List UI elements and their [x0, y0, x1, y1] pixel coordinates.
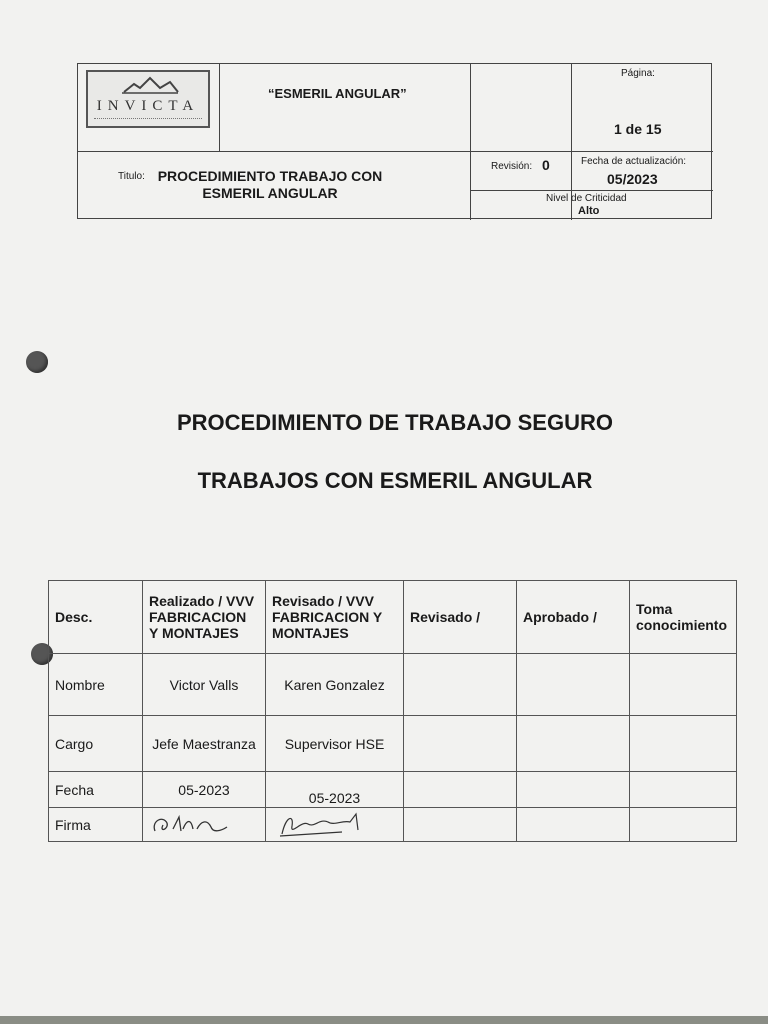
punch-hole [26, 351, 48, 373]
table-cell: Karen Gonzalez [266, 654, 404, 716]
table-header-row [49, 581, 737, 654]
title-value: PROCEDIMIENTO TRABAJO CON ESMERIL ANGULAR [157, 168, 383, 201]
table-cell: Jefe Maestranza [143, 716, 266, 772]
criticality-label: Nivel de Criticidad [546, 193, 627, 204]
table-cell [404, 716, 517, 772]
table-cell [404, 772, 517, 808]
table-cell: 05-2023 [266, 772, 404, 808]
row-label: Cargo [49, 716, 143, 772]
table-cell [630, 772, 737, 808]
approval-table [48, 580, 737, 842]
table-row [49, 716, 737, 772]
update-date-label: Fecha de actualización: [581, 156, 687, 167]
table-cell [404, 808, 517, 842]
table-cell [630, 808, 737, 842]
table-cell: Victor Valls [143, 654, 266, 716]
table-row [49, 808, 737, 842]
scan-edge [0, 1016, 768, 1024]
row-label: Nombre [49, 654, 143, 716]
company-logo [86, 70, 210, 128]
revision-value: 0 [542, 157, 550, 173]
header-cell: Desc. [49, 581, 143, 654]
signature-cell [143, 808, 266, 842]
table-row [49, 772, 737, 808]
main-title: PROCEDIMIENTO DE TRABAJO SEGURO [177, 410, 613, 435]
criticality-value: Alto [578, 205, 600, 217]
table-cell: Supervisor HSE [266, 716, 404, 772]
title-label: Titulo: [118, 171, 145, 182]
document-header [77, 63, 712, 219]
page-label: Página: [621, 68, 655, 79]
revision-label: Revisión: [491, 161, 533, 172]
signature-cell [266, 808, 404, 842]
main-subtitle: TRABAJOS CON ESMERIL ANGULAR [197, 468, 593, 493]
table-cell [517, 772, 630, 808]
signature-icon [272, 810, 372, 840]
row-label: Fecha [49, 772, 143, 808]
update-date-value: 05/2023 [607, 171, 658, 187]
page-number: 1 de 15 [614, 121, 662, 137]
header-cell: Revisado / VVV FABRICACION Y MONTAJES [266, 581, 404, 654]
table-cell [517, 808, 630, 842]
row-label: Firma [49, 808, 143, 842]
signature-icon [149, 811, 239, 839]
header-cell: Aprobado / [517, 581, 630, 654]
header-cell: Realizado / VVV FABRICACION Y MONTAJES [143, 581, 266, 654]
table-cell [630, 716, 737, 772]
table-cell [404, 654, 517, 716]
document-name: “ESMERIL ANGULAR” [268, 86, 407, 101]
table-cell [517, 654, 630, 716]
header-cell: Revisado / [404, 581, 517, 654]
table-row [49, 654, 737, 716]
logo-emblem-icon [120, 76, 180, 96]
table-cell: 05-2023 [143, 772, 266, 808]
table-cell [517, 716, 630, 772]
table-cell [630, 654, 737, 716]
header-cell: Toma conocimiento [630, 581, 737, 654]
logo-text: INVICTA [96, 98, 200, 114]
